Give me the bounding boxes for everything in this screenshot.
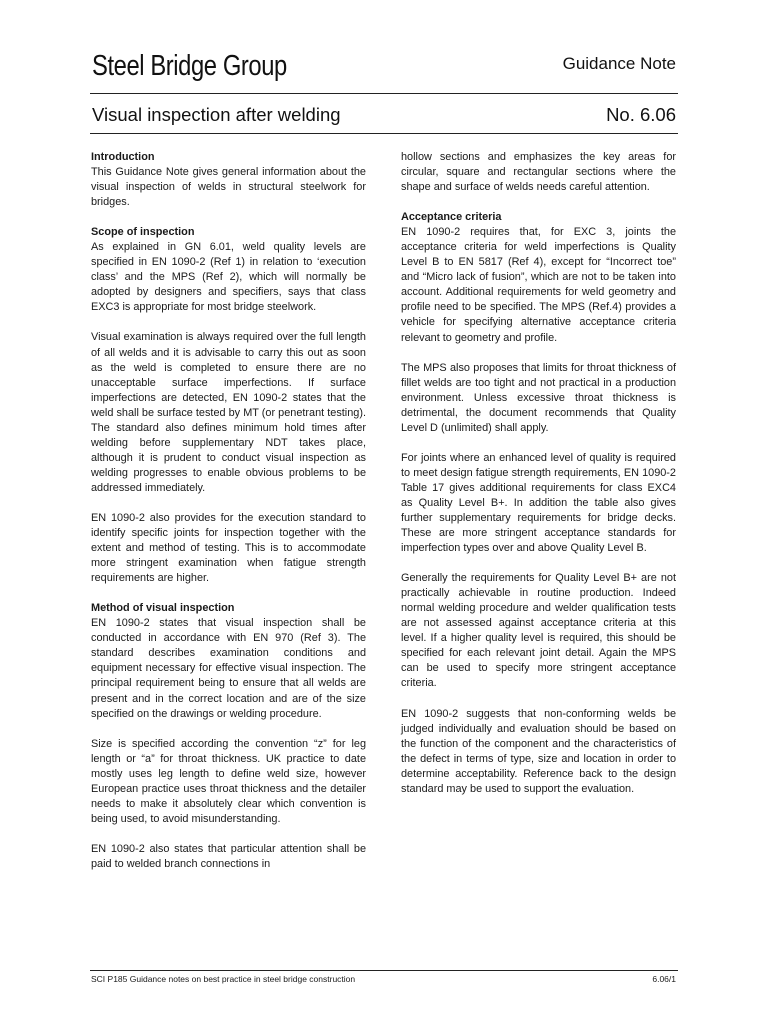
paragraph: As explained in GN 6.01, weld quality levels are specified in EN 1090-2 (Ref 1) in relation to ‘execution class’ and the MPS (Ref 2), which will normally be adopted by designers and specifiers, says that class EXC3 is appropriate for most bridge steelwork. [91, 241, 366, 314]
page-title: Visual inspection after welding [92, 104, 341, 125]
right-column [401, 150, 676, 812]
section-heading-method: Method of visual inspection [91, 602, 235, 615]
paragraph: Visual examination is always required over the full length of all welds and it is advisable to carry this out as soon as the weld is completed to ensure there are no unacceptable surface imperfections. If surface imperfections are detected, EN 1090-2 states that the weld shall be surface tested by MT (or penetrant testing). The standard also defines minimum hold times after welding before supplementary NDT takes place, although it is prudent to conduct visual inspection as welding progresses to enable obvious problems to be addressed immediately. [91, 331, 366, 494]
paragraph: Size is specified according the convention “z” for leg length or “a” for throat thickness. UK practice to date mostly uses leg length to define weld size, however European practice uses throat thickness and the detailer needs to make it absolutely clear which convention is being used, to avoid misunderstanding. [91, 737, 366, 825]
page-number: 6.06/1 [652, 974, 676, 984]
footer-publication: SCI P185 Guidance notes on best practice in steel bridge construction [91, 974, 356, 984]
paragraph: This Guidance Note gives general information about the visual inspection of welds in structural steelwork for bridges. [91, 166, 366, 209]
footer-rule [90, 970, 678, 971]
paragraph: EN 1090-2 suggests that non-conforming welds be judged individually and evaluation should be based on the function of the component and the characteristics of the defect in terms of type, size and location in order to determine acceptability. Reference back to the design standard may be used to support the evaluation. [401, 707, 676, 795]
section-heading-acceptance: Acceptance criteria [401, 211, 502, 224]
section-heading-introduction: Introduction [91, 151, 155, 163]
document-type: Guidance Note [562, 54, 676, 73]
paragraph: For joints where an enhanced level of quality is required to meet design fatigue strength requirements, EN 1090-2 Table 17 gives additional requirements for class EXC4 as Quality Level B+. In addition the table also gives further supplementary requirements for bridge decks. These are more stringent acceptance standards for imperfection types over and above Quality Level B. [401, 451, 676, 555]
paragraph-continued: hollow sections and emphasizes the key areas for circular, square and rectangular sections where the shape and surface of welds needs careful attention. [401, 151, 676, 194]
document-number: No. 6.06 [606, 104, 676, 125]
paragraph: EN 1090-2 states that visual inspection shall be conducted in accordance with EN 970 (Ref 3). The standard describes examination conditions and equipment necessary for effective visual inspection. The principal requirement being to ensure that all welds are present and in the correct location and are of the size specified on the drawings or welding procedure. [91, 617, 366, 720]
paragraph: Generally the requirements for Quality Level B+ are not practically achievable in routine production. Indeed normal welding procedure and welder qualification tests are not assessed against acceptance criteria at this level. If a higher quality level is required, this should be specified for each relevant joint detail. Again the MPS can be used to specify more stringent acceptance criteria. [401, 572, 676, 690]
brand-title: Steel Bridge Group [92, 50, 287, 82]
left-column [91, 150, 366, 887]
title-rule [90, 133, 678, 134]
paragraph: EN 1090-2 also provides for the execution standard to identify specific joints for inspection together with the extent and method of testing. This is to accommodate more stringent examination when fatigue strength requirements are higher. [91, 511, 366, 585]
paragraph: EN 1090-2 requires that, for EXC 3, joints the acceptance criteria for weld imperfections is Quality Level B to EN 5817 (Ref 4), except for “Incorrect toe” and “Micro lack of fusion”, which are not to be taken into account. Additional requirements for weld geometry and profile need to be specified. The MPS (Ref.4) provides a vehicle for specifying alternative acceptance criteria relevant to geometry and profile. [401, 226, 676, 344]
header-rule [90, 93, 678, 94]
paragraph: EN 1090-2 also states that particular attention shall be paid to welded branch connections in [91, 842, 366, 870]
paragraph: The MPS also proposes that limits for throat thickness of fillet welds are too tight and not practical in a production environment. Unless excessive throat thickness is detrimental, the document recommends that Quality Level D (unlimited) shall apply. [401, 361, 676, 434]
section-heading-scope: Scope of inspection [91, 226, 195, 239]
